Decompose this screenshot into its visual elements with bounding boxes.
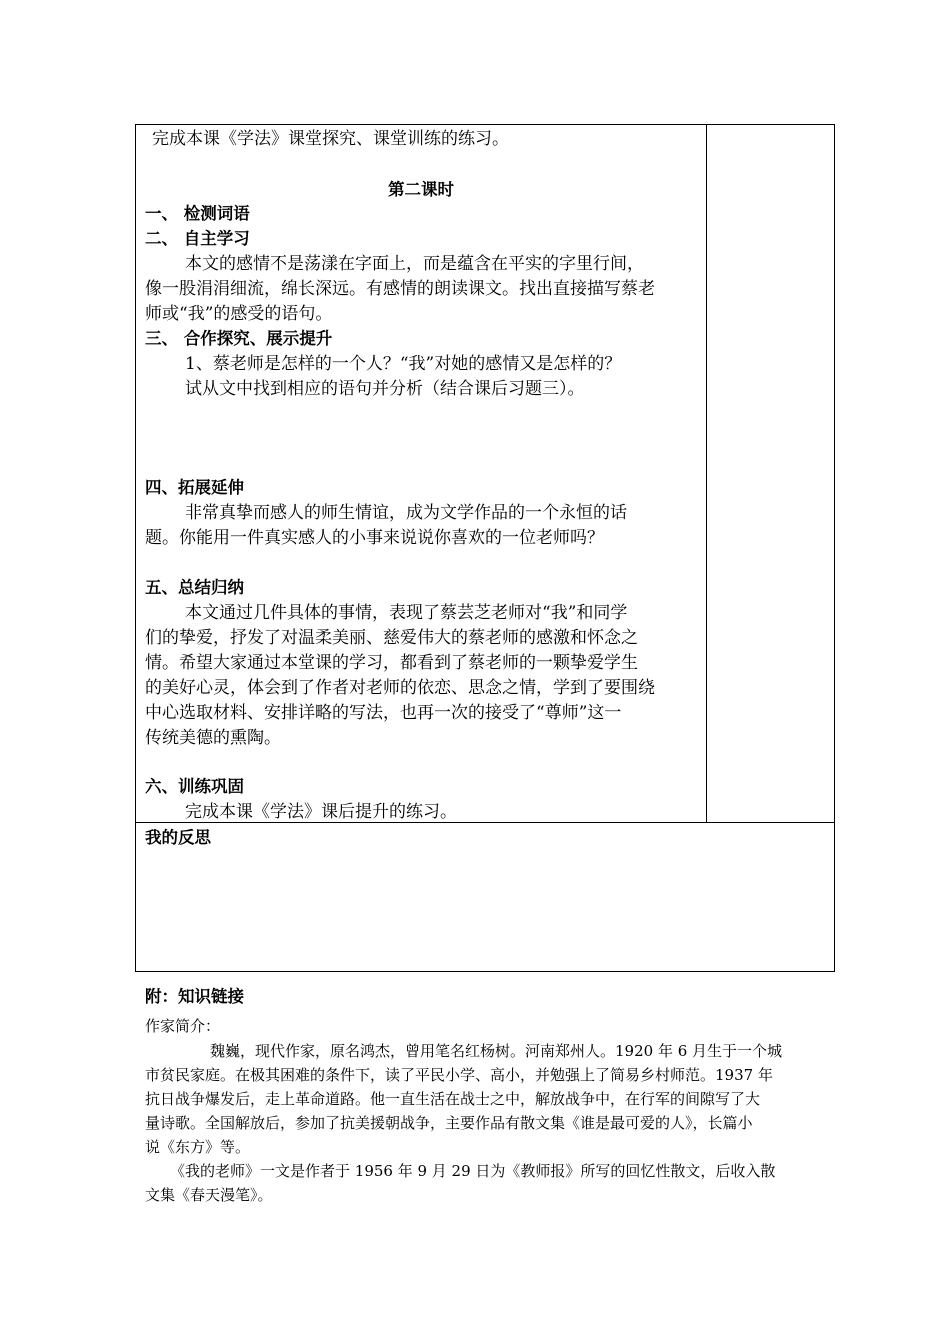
lesson-line: 完成本课《学法》课堂探究、课堂训练的练习。 (152, 129, 509, 149)
appendix-title: 附：知识链接 (145, 987, 244, 1006)
paragraph-line: 师或“我”的感受的语句。 (145, 304, 333, 324)
essay-line: 文集《春天漫笔》。 (145, 1186, 273, 1204)
paragraph-line: 题。你能用一件真实感人的小事来说说你喜欢的一位老师吗？ (145, 528, 604, 548)
section-title: 第二课时 (388, 180, 454, 199)
bio-line: 魏巍，现代作家，原名鸿杰，曾用笔名红杨树。河南郑州人。1920 年 6 月生于一个城 (210, 1042, 783, 1060)
paragraph-line: 本文通过几件具体的事情，表现了蔡芸芝老师对“我”和同学 (185, 603, 628, 623)
paragraph-line: 像一股涓涓细流，绵长深远。有感情的朗读课文。找出直接描写蔡老 (145, 279, 655, 299)
paragraph-line: 完成本课《学法》课后提升的练习。 (185, 802, 457, 822)
table-border-right (834, 124, 835, 972)
bio-line: 说《东方》等。 (145, 1138, 251, 1156)
paragraph-line: 们的挚爱，抒发了对温柔美丽、慈爱伟大的蔡老师的感激和怀念之 (145, 628, 638, 648)
table-border-top (135, 124, 835, 125)
table-border-left (135, 124, 136, 972)
heading-6: 六、训练巩固 (145, 777, 244, 796)
heading-3: 三、 合作探究、展示提升 (145, 329, 333, 348)
table-border-bottom (135, 971, 835, 972)
heading-4: 四、拓展延伸 (145, 478, 244, 497)
appendix-intro-label: 作家简介： (145, 1017, 221, 1035)
essay-line: 《我的老师》一文是作者于 1956 年 9 月 29 日为《教师报》所写的回忆性散文，后收入散 (170, 1162, 776, 1180)
heading-1: 一、 检测词语 (145, 204, 250, 223)
bio-line: 抗日战争爆发后，走上革命道路。他一直生活在战士之中，解放战争中，在行军的间隙写了大 (145, 1090, 761, 1108)
paragraph-line: 中心选取材料、安排详略的写法，也再一次的接受了“尊师”这一 (145, 703, 622, 723)
question-line: 试从文中找到相应的语句并分析（结合课后习题三）。 (185, 379, 585, 399)
reflection-label: 我的反思 (145, 828, 211, 847)
paragraph-line: 传统美德的熏陶。 (145, 728, 281, 748)
paragraph-line: 的美好心灵，体会到了作者对老师的依恋、思念之情，学到了要围绕 (145, 678, 655, 698)
paragraph-line: 情。希望大家通过本堂课的学习，都看到了蔡老师的一颗挚爱学生 (145, 653, 638, 673)
paragraph-line: 本文的感情不是荡漾在字面上，而是蕴含在平实的字里行间， (185, 254, 644, 274)
heading-5: 五、总结归纳 (145, 578, 244, 597)
bio-line: 量诗歌。全国解放后，参加了抗美援朝战争，主要作品有散文集《谁是最可爱的人》，长篇小 (145, 1114, 753, 1132)
table-column-divider (706, 124, 707, 823)
question-line: 1、蔡老师是怎样的一个人？“我”对她的感情又是怎样的？ (185, 354, 622, 374)
heading-2: 二、 自主学习 (145, 229, 250, 248)
bio-line: 市贫民家庭。在极其困难的条件下，读了平民小学、高小，并勉强上了简易乡村师范。1937 年 (145, 1066, 773, 1084)
paragraph-line: 非常真挚而感人的师生情谊，成为文学作品的一个永恒的话 (185, 503, 627, 523)
